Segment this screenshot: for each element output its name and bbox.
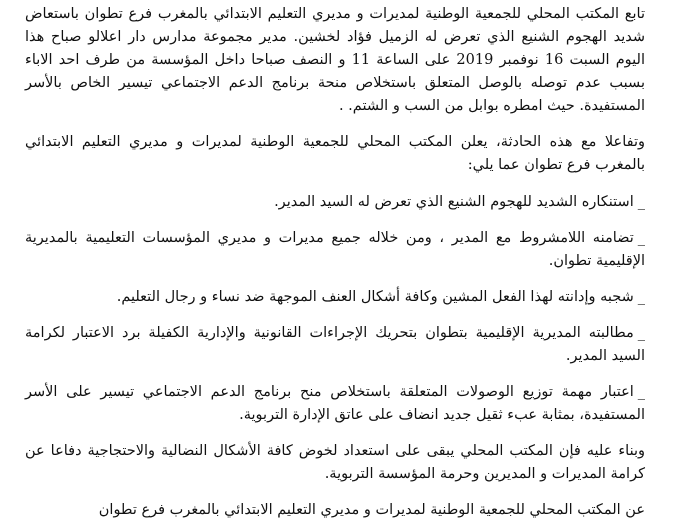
list-dash: _	[637, 194, 645, 210]
intro-paragraph: تابع المكتب المحلي للجمعية الوطنية لمديرات و مديري التعليم الابتدائي بالمغرب فرع تطوان باستعاض شديد الهجوم الشنيع الذي تعرض له الزميل فؤاد لخشين. مدير مجموعة مدارس دار اعلالو صباح هذا اليوم السبت 16 نوفمبر 2019 على الساعة 11 و النصف صباحا داخل المؤسسة من طرف احد الاباء بسبب عدم توصله بالوصل المتعلق باستخلاص منحة برنامج الدعم الاجتماعي تيسير الخاص بالأسر المستفيدة. حيث امطره بوابل من السب و الشتم. .	[25, 6, 646, 114]
list-item	[25, 381, 645, 427]
announcement-paragraph: وتفاعلا مع هذه الحادثة، يعلن المكتب المحلي للجمعية الوطنية لمديرات و مديري التعليم الابتدائي بالمغرب فرع تطوان عما يلي:	[25, 134, 645, 173]
final-line: عن المكتب المحلي للجمعية الوطنية لمديرات و مديري التعليم الابتدائي بالمغرب فرع تطوان	[98, 502, 645, 518]
closing-paragraph: وبناء عليه فإن المكتب المحلي يبقى على استعداد لخوض كافة الأشكال النضالية والاحتجاجية دفاعا عن كرامة المديرات و المديرين وحرمة المؤسسة التربوية.	[25, 443, 645, 482]
list-dash: _	[637, 384, 645, 400]
list-item-text: اعتبار مهمة توزيع الوصولات المتعلقة باستخلاص منح برنامج الدعم الاجتماعي تيسير على الأسر المستفيدة، بمثابة عبء ثقيل جديد انضاف على عاتق الإدارة التربوية.	[25, 384, 645, 423]
list-item	[25, 286, 645, 309]
list-item	[25, 227, 645, 273]
list-dash: _	[637, 325, 645, 341]
list-item-text: مطالبته المديرية الإقليمية بتطوان بتحريك الإجراءات القانونية والإدارية الكفيلة برد الاعتبار لكرامة السيد المدير.	[25, 325, 645, 364]
statement-body	[25, 3, 645, 522]
list-item-text: تضامنه اللامشروط مع المدير ، ومن خلاله جميع مديرات و مديري المؤسسات التعليمية بالمديرية الإقليمية تطوان.	[25, 230, 645, 269]
list-item	[25, 322, 645, 368]
list-dash: _	[637, 289, 645, 305]
list-dash: _	[637, 230, 645, 246]
list-item-text: شجبه وإدانته لهذا الفعل المشين وكافة أشكال العنف الموجهة ضد نساء و رجال التعليم.	[116, 289, 634, 305]
list-item-text: استنكاره الشديد للهجوم الشنيع الذي تعرض له السيد المدير.	[274, 194, 634, 210]
list-item	[25, 191, 645, 214]
